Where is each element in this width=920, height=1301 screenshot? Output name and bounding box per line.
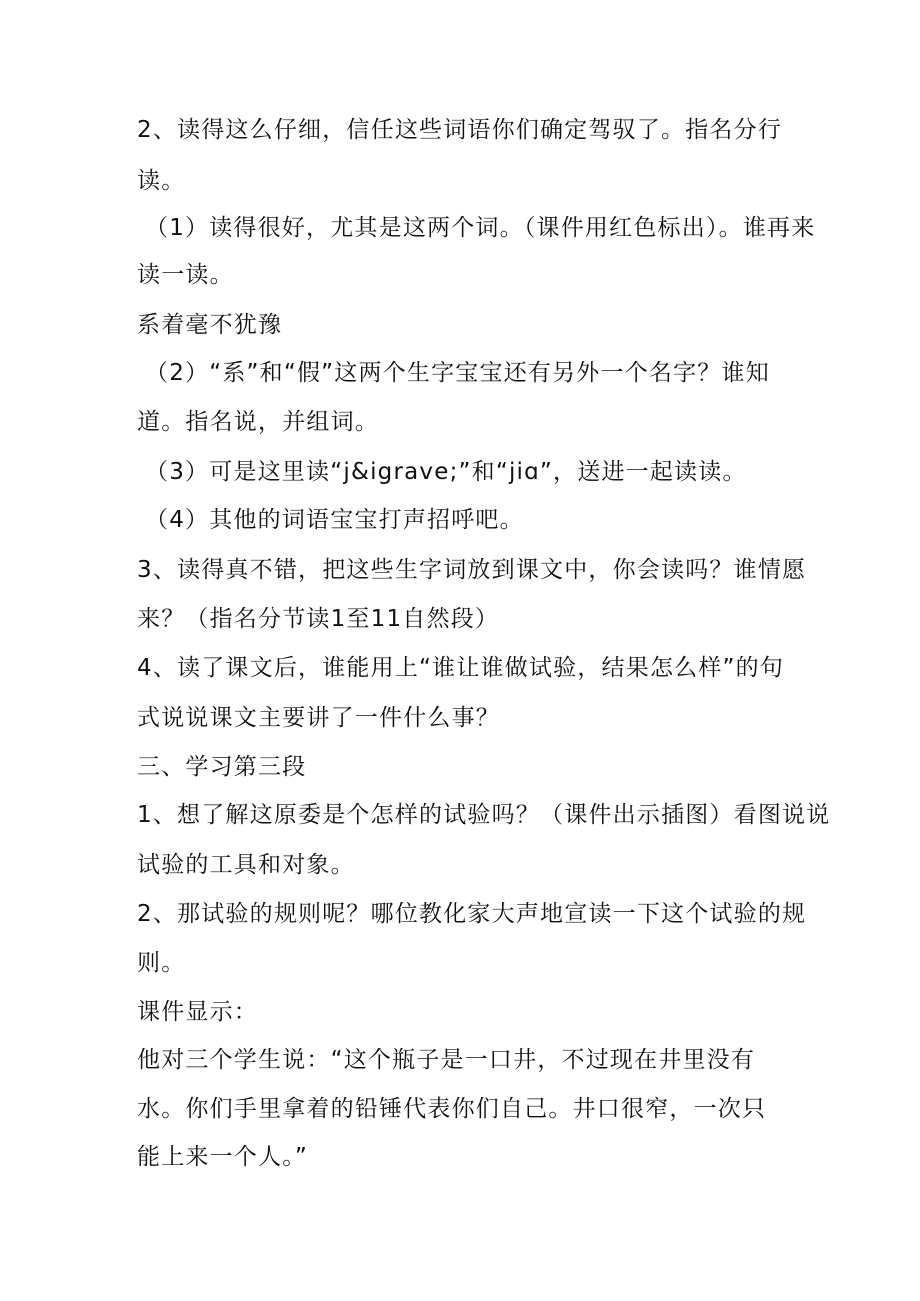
text-line: 系着毫不犹豫 (137, 312, 283, 338)
text-line: 则。 (137, 950, 186, 976)
section-heading: 三、学习第三段 (137, 754, 307, 780)
text-line: 读一读。 (137, 262, 234, 288)
text-line: （4）其他的词语宝宝打声招呼吧。 (145, 507, 524, 533)
text-line: 水。你们手里拿着的铅锤代表你们自己。井口很窄，一次只 (137, 1096, 767, 1122)
text-line: （1）读得很好，尤其是这两个词。（课件用红色标出）。谁再来 (145, 215, 816, 241)
text-line: 读。 (137, 168, 186, 194)
text-line: 2、那试验的规则呢？哪位教化家大声地宣读一下这个试验的规 (137, 901, 807, 927)
text-line: 3、读得真不错，把这些生字词放到课文中，你会读吗？谁情愿 (137, 557, 807, 583)
text-line: 式说说课文主要讲了一件什么事？ (137, 705, 500, 731)
text-line: （2）“系”和“假”这两个生字宝宝还有另外一个名字？谁知 (145, 360, 770, 386)
text-line: 能上来一个人。” (137, 1144, 309, 1170)
text-line: 来？（指名分节读1至11自然段） (137, 606, 500, 632)
text-line: 试验的工具和对象。 (137, 852, 355, 878)
text-line: 课件显示： (137, 999, 258, 1025)
text-line: 1、想了解这原委是个怎样的试验吗？（课件出示插图）看图说说 (137, 802, 831, 828)
text-line: 4、读了课文后，谁能用上“谁让谁做试验，结果怎么样”的句 (137, 655, 785, 681)
text-line: 2、读得这么仔细，信任这些词语你们确定驾驭了。指名分行 (137, 117, 783, 143)
text-line: 他对三个学生说：“这个瓶子是一口井，不过现在井里没有 (137, 1047, 756, 1073)
text-line: 道。指名说，并组词。 (137, 409, 379, 435)
text-line: （3）可是这里读“j&igrave;”和“jiɑ”，送进一起读读。 (145, 459, 747, 485)
